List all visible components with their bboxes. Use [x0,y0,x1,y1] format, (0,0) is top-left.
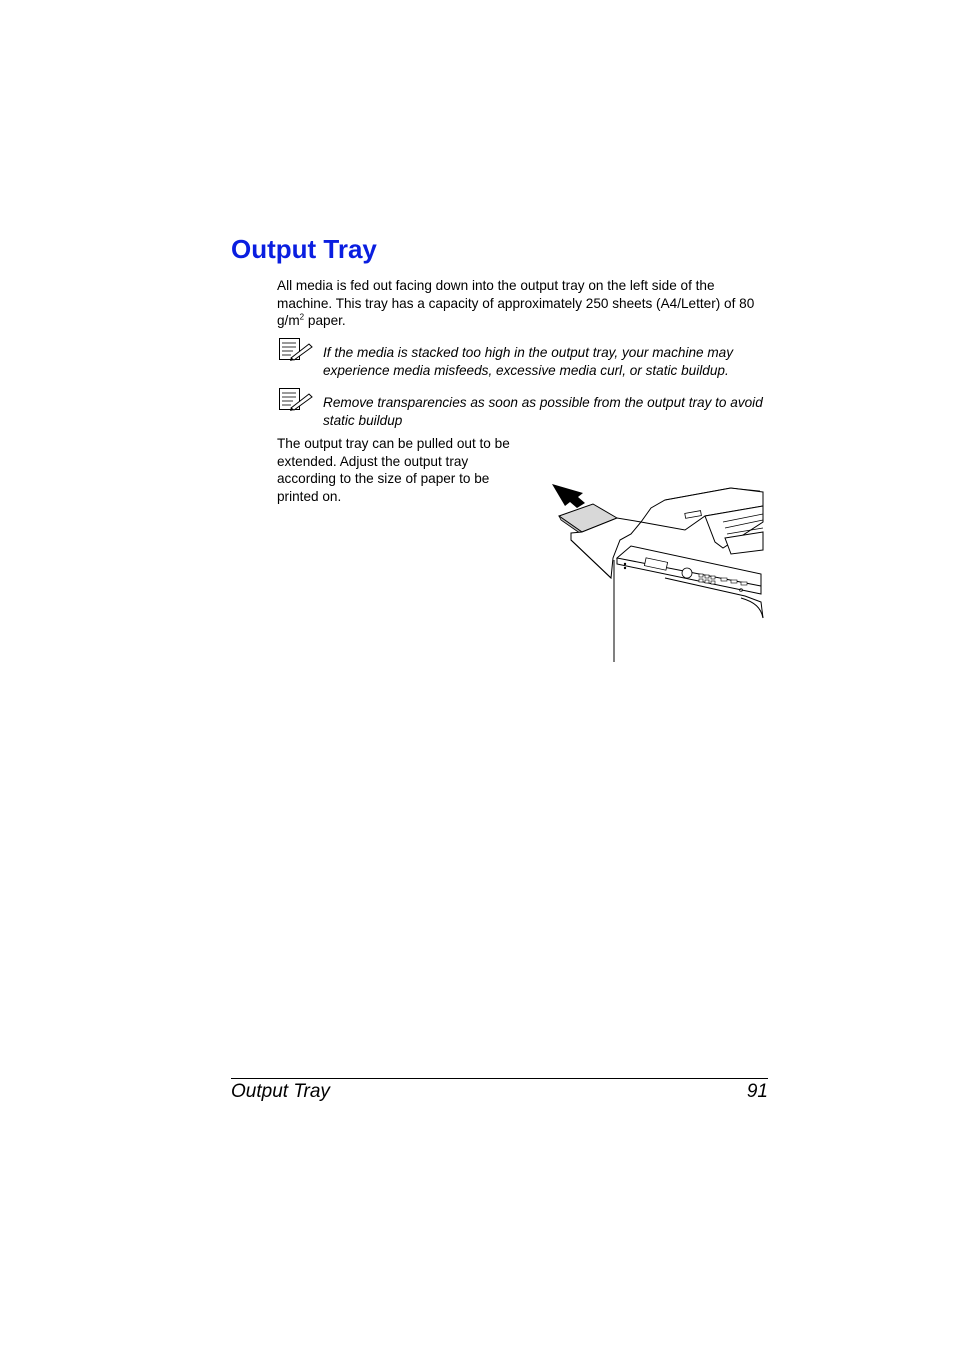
intro-paragraph [277,277,767,330]
intro-text-end: paper. [304,313,346,329]
note-text: Remove transparencies as soon as possible from the output tray to avoid static buildup [323,395,763,428]
superscript: 2 [299,312,305,322]
page-title: Output Tray [231,234,377,264]
intro-text: All media is fed out facing down into the output tray on the left side of the machine. This tray has a capacity of approximately 250 sheets (A4/Letter) of 80 g/m [277,278,755,329]
footer-section-title: Output Tray [231,1081,330,1102]
note-pencil-icon [279,338,313,362]
note-pencil-icon [279,388,313,412]
tray-instructions: The output tray can be pulled out to be extended. Adjust the output tray according to the size of paper to be printed on. [277,436,510,505]
footer-divider [231,1078,768,1079]
footer-page-number: 91 [746,1081,768,1102]
pull-arrow-icon [552,484,585,508]
note-text: If the media is stacked too high in the output tray, your machine may experience media misfeeds, excessive media curl, or static buildup. [323,345,734,378]
printer-output-tray-illustration [545,478,765,664]
